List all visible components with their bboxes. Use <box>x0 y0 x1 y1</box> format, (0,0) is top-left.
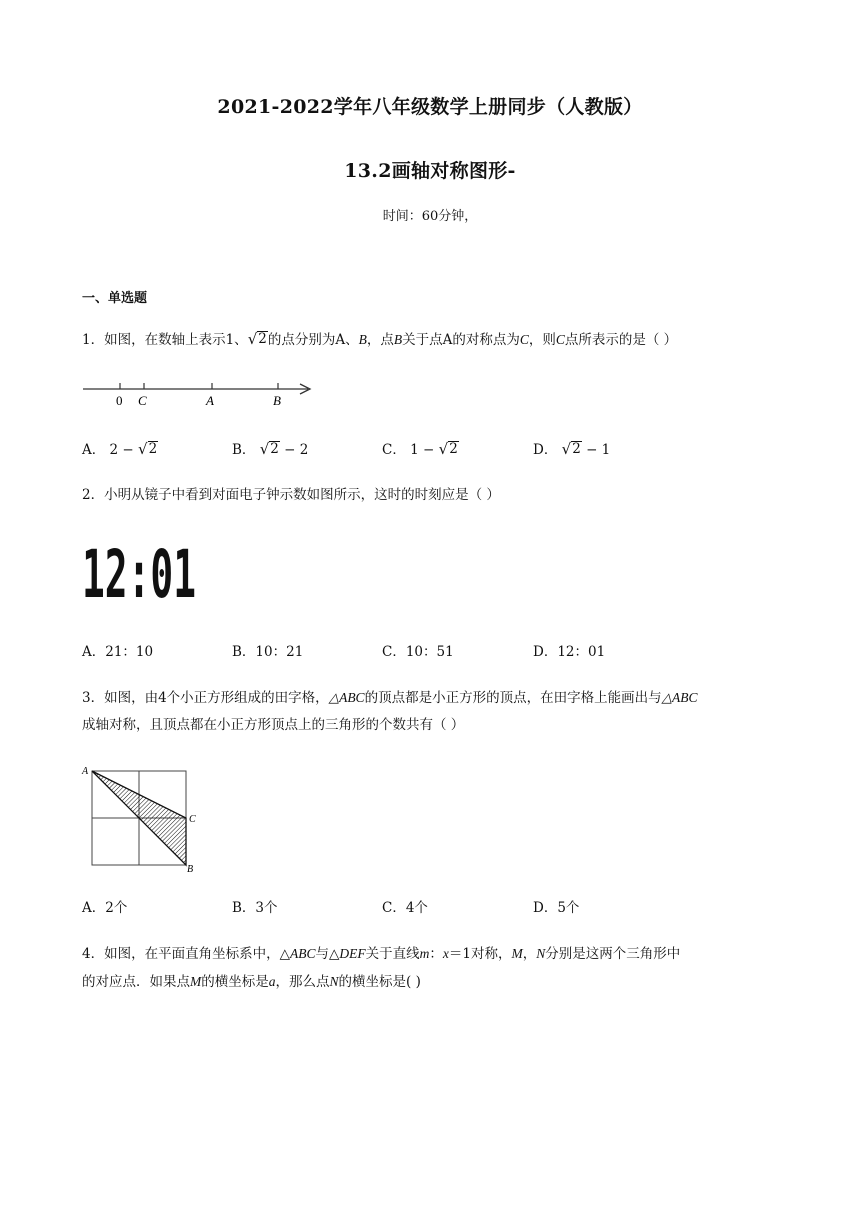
q4-line-2: 的对应点．如果点M的横坐标是a，那么点N的横坐标是( ) <box>82 974 421 990</box>
sqrt-symbol: √ 2 <box>247 330 267 348</box>
q1-text-3: ，点 <box>366 332 394 348</box>
sqrt-symbol: √ 2 <box>561 440 581 458</box>
label-a: A <box>206 393 214 408</box>
q1-point-c: C <box>519 332 529 347</box>
q3-triangle-abc: △ABC <box>328 690 365 705</box>
vertex-c-label: C <box>189 814 196 825</box>
q2-option-b[interactable]: B．10：21 <box>232 644 304 660</box>
sqrt-symbol: √ 2 <box>438 440 458 458</box>
number-line-figure <box>80 378 320 410</box>
q1-option-d[interactable]: D． √ 2 − 1 <box>533 440 611 458</box>
q1-point-b-2: B <box>393 332 403 347</box>
q1-radicand: 2 <box>258 331 267 348</box>
q2-option-a[interactable]: A．21：10 <box>82 644 154 660</box>
time-note: 时间：60分钟， <box>382 209 478 224</box>
q1-point-b: B <box>358 332 367 347</box>
q3-line-1: 3．如图，由4个小正方形组成的田字格，△ABC的顶点都是小正方形的顶点，在田字格上能画出与△ABC <box>82 690 698 706</box>
label-c: C <box>138 393 147 408</box>
question-2: 2．小明从镜子中看到对面电子钟示数如图所示，这时的时刻应是（ ） <box>82 487 500 503</box>
q3-option-b[interactable]: B．3个 <box>232 900 278 916</box>
grid-triangle-figure <box>80 762 200 874</box>
q1-text-1: 如图，在数轴上表示1、 <box>104 332 248 348</box>
question-4 <box>82 940 792 996</box>
section-heading: 一、单选题 <box>82 291 148 306</box>
sqrt-symbol: √ 2 <box>138 440 158 458</box>
q1-text-6: 点所表示的是（ ） <box>564 332 678 348</box>
q4-line-1: 4．如图，在平面直角坐标系中，△ABC与△DEF关于直线m：x＝1对称，M，N分别是这两个三角形中 <box>82 946 681 962</box>
q3-triangle-abc-2: △ABC <box>661 690 698 705</box>
q2-options <box>82 640 782 660</box>
q1-text-2: 的点分别为A、 <box>267 332 359 348</box>
q1-option-c[interactable]: C． 1 − √ 2 <box>382 440 458 458</box>
q3-option-c[interactable]: C．4个 <box>382 900 428 916</box>
q3-option-d[interactable]: D．5个 <box>533 900 580 916</box>
label-b: B <box>273 393 281 408</box>
label-zero: 0 <box>116 393 123 408</box>
question-3 <box>82 684 792 739</box>
question-1 <box>82 326 792 354</box>
q1-option-b[interactable]: B． √ 2 − 2 <box>232 440 309 458</box>
vertex-a-label: A <box>82 766 89 777</box>
q1-text-5: ，则 <box>528 332 556 348</box>
q2-option-c[interactable]: C．10：51 <box>382 644 454 660</box>
sqrt-symbol: √ 2 <box>259 440 279 458</box>
q3-option-a[interactable]: A．2个 <box>82 900 128 916</box>
document-title: 2021-2022学年八年级数学上册同步（人教版） <box>217 96 643 118</box>
q3-options <box>82 896 782 916</box>
q1-options <box>82 438 782 458</box>
q1-point-c-2: C <box>555 332 565 347</box>
q1-text-4: 关于点A的对称点为 <box>402 332 520 348</box>
document-subtitle: 13.2画轴对称图形- <box>344 160 516 182</box>
vertex-b-label: B <box>187 864 194 875</box>
q1-option-a[interactable]: A． 2 − √ 2 <box>82 440 158 458</box>
clock-reading: 12:01 <box>82 536 196 613</box>
q3-line-2: 成轴对称，且顶点都在小正方形顶点上的三角形的个数共有（ ） <box>82 717 465 733</box>
digital-clock-figure <box>82 536 198 613</box>
q1-number: 1． <box>82 332 105 348</box>
q2-option-d[interactable]: D．12：01 <box>533 644 606 660</box>
